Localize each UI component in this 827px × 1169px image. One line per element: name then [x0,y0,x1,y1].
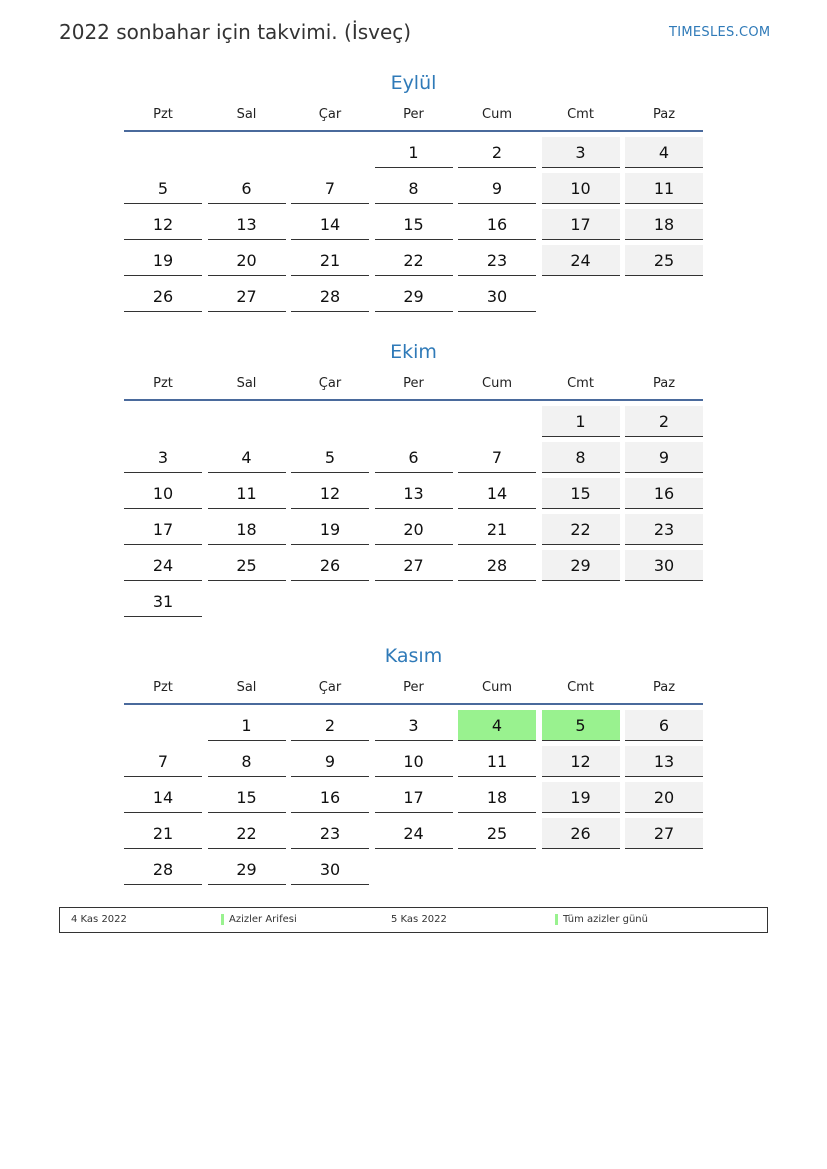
month-october [124,337,703,622]
empty-day-cell [625,854,703,885]
empty-day-cell [291,137,369,168]
weekday-label: Cum [482,679,512,695]
empty-day-cell [375,586,453,617]
month-name: Eylül [390,72,437,94]
legend-date: 4 Kas 2022 [71,914,127,925]
day-cell: 24 [542,245,620,276]
day-cell: 12 [291,478,369,509]
legend-holiday-name: Tüm azizler günü [563,914,648,925]
week-row [124,173,703,209]
day-cell: 13 [375,478,453,509]
week-row [124,245,703,281]
day-cell: 29 [375,281,453,312]
day-cell: 15 [208,782,286,813]
day-cell: 9 [291,746,369,777]
empty-day-cell [375,854,453,885]
week-row [124,281,703,317]
day-cell: 13 [208,209,286,240]
empty-day-cell [124,137,202,168]
month-name: Kasım [384,645,443,667]
empty-day-cell [458,586,536,617]
day-cell: 22 [208,818,286,849]
month-september [124,68,703,317]
day-cell: 21 [291,245,369,276]
weekday-label: Çar [318,679,342,695]
day-cell: 21 [458,514,536,545]
empty-day-cell [208,406,286,437]
day-cell: 28 [458,550,536,581]
day-cell: 30 [458,281,536,312]
day-cell: 15 [375,209,453,240]
day-cell: 4 [625,137,703,168]
empty-day-cell [375,406,453,437]
weekday-label: Sal [236,375,257,391]
brand-link[interactable]: TIMESLES.COM [669,25,771,40]
day-cell: 6 [208,173,286,204]
day-cell: 12 [124,209,202,240]
page-title: 2022 sonbahar için takvimi. (İsveç) [59,20,412,44]
day-cell: 2 [458,137,536,168]
day-cell: 25 [458,818,536,849]
day-cell: 2 [625,406,703,437]
day-cell: 5 [542,710,620,741]
week-row [124,818,703,854]
weekday-header [124,671,703,705]
day-cell: 29 [542,550,620,581]
week-row [124,209,703,245]
day-cell: 7 [458,442,536,473]
weekday-header [124,367,703,401]
day-cell: 26 [542,818,620,849]
weekday-label: Paz [652,679,676,695]
weekday-label: Sal [236,106,257,122]
empty-day-cell [625,586,703,617]
weekday-header [124,98,703,132]
day-cell: 5 [124,173,202,204]
weeks-grid [124,132,703,317]
weekday-label: Cmt [567,679,594,695]
day-cell: 26 [124,281,202,312]
week-row [124,782,703,818]
weekday-label: Çar [318,106,342,122]
holiday-legend [59,907,768,933]
day-cell: 7 [291,173,369,204]
day-cell: 1 [542,406,620,437]
day-cell: 20 [625,782,703,813]
day-cell: 14 [458,478,536,509]
day-cell: 21 [124,818,202,849]
day-cell: 8 [542,442,620,473]
day-cell: 20 [208,245,286,276]
day-cell: 18 [208,514,286,545]
day-cell: 11 [458,746,536,777]
day-cell: 3 [542,137,620,168]
weekday-label: Cmt [567,106,594,122]
day-cell: 12 [542,746,620,777]
day-cell: 27 [375,550,453,581]
day-cell: 16 [625,478,703,509]
day-cell: 13 [625,746,703,777]
week-row [124,746,703,782]
day-cell: 20 [375,514,453,545]
day-cell: 1 [208,710,286,741]
week-row [124,514,703,550]
day-cell: 11 [208,478,286,509]
holiday-marker-icon [221,914,224,925]
empty-day-cell [542,281,620,312]
month-name: Ekim [390,341,437,363]
month-november [124,641,703,890]
empty-day-cell [124,406,202,437]
week-row [124,550,703,586]
day-cell: 22 [542,514,620,545]
day-cell: 9 [458,173,536,204]
day-cell: 27 [208,281,286,312]
week-row [124,854,703,890]
day-cell: 19 [542,782,620,813]
weekday-label: Per [403,679,424,695]
weekday-label: Cmt [567,375,594,391]
empty-day-cell [291,406,369,437]
empty-day-cell [458,854,536,885]
day-cell: 16 [291,782,369,813]
empty-day-cell [124,710,202,741]
day-cell: 14 [291,209,369,240]
day-cell: 17 [542,209,620,240]
day-cell: 28 [291,281,369,312]
day-cell: 8 [208,746,286,777]
day-cell: 23 [625,514,703,545]
empty-day-cell [208,137,286,168]
weekday-label: Paz [652,375,676,391]
day-cell: 16 [458,209,536,240]
day-cell: 4 [208,442,286,473]
day-cell: 17 [124,514,202,545]
day-cell: 31 [124,586,202,617]
weekday-label: Sal [236,679,257,695]
empty-day-cell [625,281,703,312]
day-cell: 23 [458,245,536,276]
holiday-marker-icon [555,914,558,925]
week-row [124,478,703,514]
week-row [124,137,703,173]
weekday-label: Per [403,106,424,122]
weekday-label: Paz [652,106,676,122]
day-cell: 30 [625,550,703,581]
weekday-label: Cum [482,375,512,391]
day-cell: 6 [375,442,453,473]
day-cell: 3 [124,442,202,473]
week-row [124,586,703,622]
day-cell: 25 [208,550,286,581]
day-cell: 7 [124,746,202,777]
weekday-label: Çar [318,375,342,391]
day-cell: 9 [625,442,703,473]
day-cell: 10 [542,173,620,204]
day-cell: 25 [625,245,703,276]
day-cell: 10 [375,746,453,777]
day-cell: 3 [375,710,453,741]
day-cell: 24 [375,818,453,849]
empty-day-cell [542,586,620,617]
day-cell: 5 [291,442,369,473]
day-cell: 28 [124,854,202,885]
day-cell: 19 [291,514,369,545]
empty-day-cell [458,406,536,437]
week-row [124,710,703,746]
day-cell: 26 [291,550,369,581]
weeks-grid [124,401,703,622]
day-cell: 27 [625,818,703,849]
day-cell: 24 [124,550,202,581]
day-cell: 22 [375,245,453,276]
weeks-grid [124,705,703,890]
empty-day-cell [208,586,286,617]
week-row [124,406,703,442]
weekday-label: Pzt [153,679,173,695]
weekday-label: Per [403,375,424,391]
day-cell: 15 [542,478,620,509]
day-cell: 11 [625,173,703,204]
day-cell: 2 [291,710,369,741]
day-cell: 14 [124,782,202,813]
weekday-label: Pzt [153,375,173,391]
day-cell: 6 [625,710,703,741]
day-cell: 23 [291,818,369,849]
day-cell: 8 [375,173,453,204]
day-cell: 4 [458,710,536,741]
day-cell: 19 [124,245,202,276]
weekday-label: Cum [482,106,512,122]
day-cell: 30 [291,854,369,885]
day-cell: 18 [458,782,536,813]
empty-day-cell [291,586,369,617]
day-cell: 17 [375,782,453,813]
day-cell: 1 [375,137,453,168]
legend-date: 5 Kas 2022 [391,914,447,925]
legend-holiday-name: Azizler Arifesi [229,914,297,925]
weekday-label: Pzt [153,106,173,122]
empty-day-cell [542,854,620,885]
day-cell: 29 [208,854,286,885]
day-cell: 18 [625,209,703,240]
day-cell: 10 [124,478,202,509]
week-row [124,442,703,478]
